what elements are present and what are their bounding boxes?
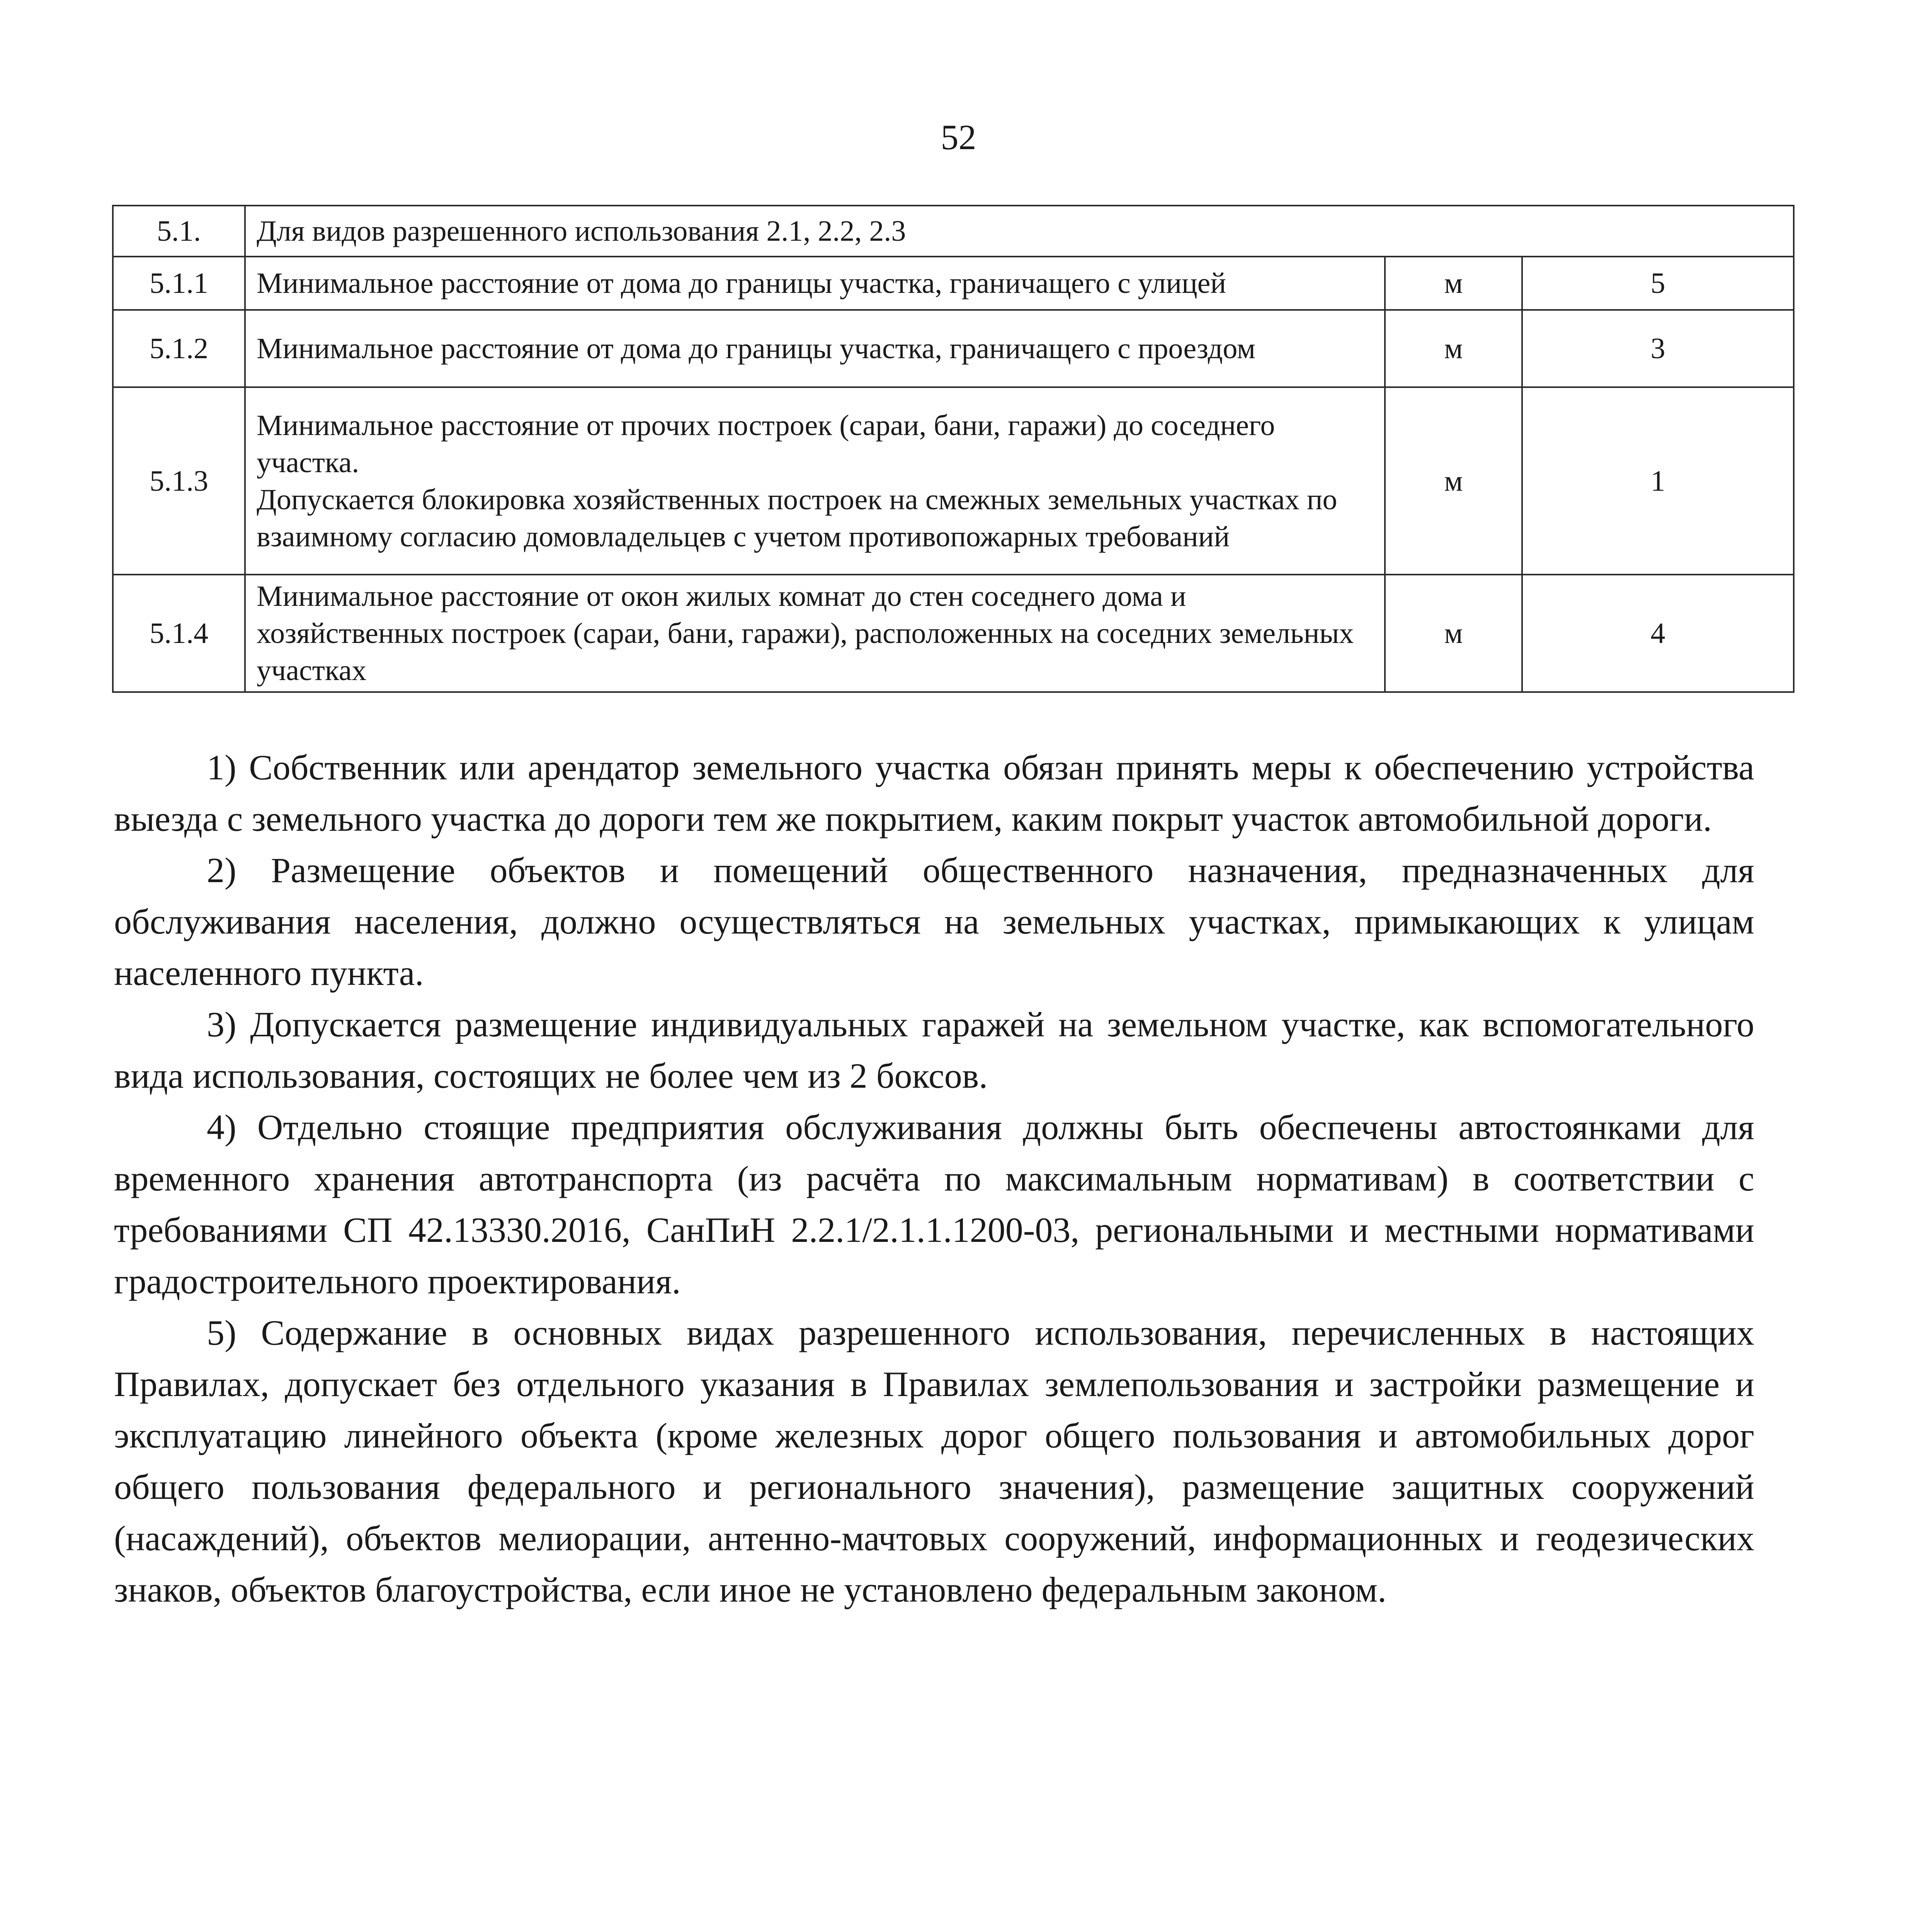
table-row — [113, 206, 1794, 257]
table-row — [113, 387, 1794, 575]
table-row — [113, 575, 1794, 692]
row-value: 3 — [1522, 310, 1794, 387]
row-unit: м — [1385, 257, 1522, 310]
row-description — [245, 387, 1385, 575]
row-description-line: Допускается блокировка хозяйственных построек на смежных земельных участках по взаимному согласию домовладельцев с учетом противопожарных требований — [257, 483, 1337, 553]
paragraph: 1) Собственник или арендатор земельного участка обязан принять меры к обеспечению устройства выезда с земельного участка до дороги тем же покрытием, каким покрыт участок автомобильной дороги. — [114, 748, 1754, 838]
row-description: Минимальное расстояние от дома до границы участка, граничащего с проездом — [245, 310, 1385, 387]
row-unit: м — [1385, 310, 1522, 387]
page-number: 52 — [941, 117, 976, 157]
row-description: Для видов разрешенного использования 2.1, 2.2, 2.3 — [245, 206, 1794, 257]
row-description: Минимальное расстояние от дома до границы участка, граничащего с улицей — [245, 257, 1385, 310]
paragraph: 5) Содержание в основных видах разрешенного использования, перечисленных в настоящих Правилах, допускает без отдельного указания в Правилах землепользования и застройки размещение и эксплуатацию линейного объекта (кроме железных дорог общего пользования и автомобильных дорог общего пользования федерального и регионального значения), размещение защитных сооружений (насаждений), объектов мелиорации, антенно-мачтовых сооружений, информационных и геодезических знаков, объектов благоустройства, если иное не установлено федеральным законом. — [114, 1313, 1754, 1609]
row-unit: м — [1385, 575, 1522, 692]
table-row — [113, 257, 1794, 310]
paragraph: 2) Размещение объектов и помещений общественного назначения, предназначенных для обслуживания населения, должно осуществляться на земельных участках, примыкающих к улицам населенного пункта. — [114, 850, 1754, 993]
row-description-line: Минимальное расстояние от прочих построек (сараи, бани, гаражи) до соседнего участка. — [257, 409, 1275, 479]
row-number: 5.1.3 — [113, 387, 245, 575]
row-unit: м — [1385, 387, 1522, 575]
notes-text — [114, 742, 1754, 1616]
row-value: 4 — [1522, 575, 1794, 692]
row-value: 5 — [1522, 257, 1794, 310]
row-description: Минимальное расстояние от окон жилых комнат до стен соседнего дома и хозяйственных построек (сараи, бани, гаражи), расположенных на соседних земельных участках — [245, 575, 1385, 692]
row-number: 5.1.1 — [113, 257, 245, 310]
row-value: 1 — [1522, 387, 1794, 575]
norms-table — [112, 205, 1795, 693]
row-number: 5.1.4 — [113, 575, 245, 692]
paragraph: 4) Отдельно стоящие предприятия обслуживания должны быть обеспечены автостоянками для временного хранения автотранспорта (из расчёта по максимальным нормативам) в соответствии с требованиями СП 42.13330.2016, СанПиН 2.2.1/2.1.1.1200-03, региональными и местными нормативами градостроительного проектирования. — [114, 1107, 1754, 1301]
row-number: 5.1. — [113, 206, 245, 257]
table-row — [113, 310, 1794, 387]
row-number: 5.1.2 — [113, 310, 245, 387]
paragraph: 3) Допускается размещение индивидуальных гаражей на земельном участке, как вспомогательного вида использования, состоящих не более чем из 2 боксов. — [114, 1005, 1754, 1095]
